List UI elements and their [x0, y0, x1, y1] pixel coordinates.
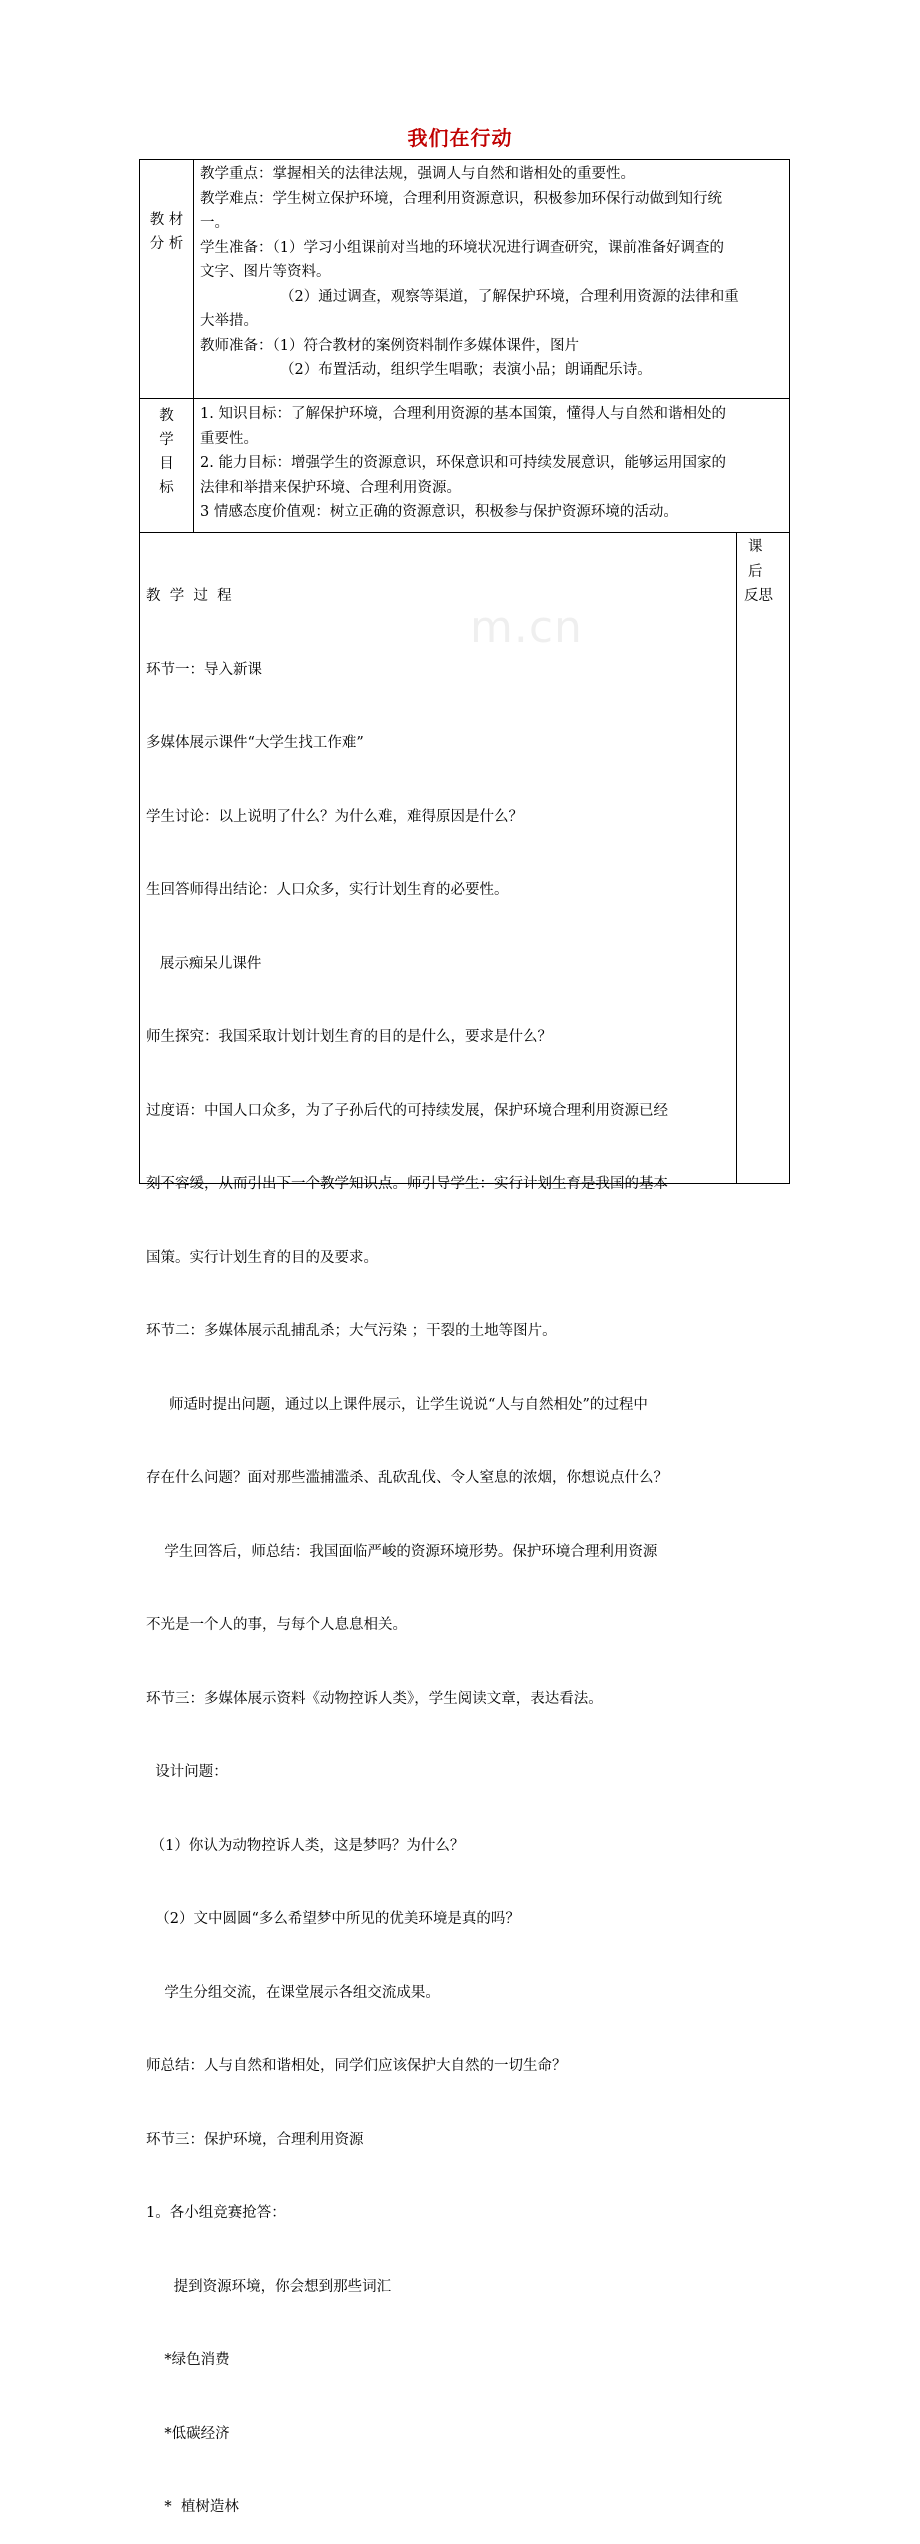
text-line: 学生分组交流，在课堂展示各组交流成果。: [146, 1984, 440, 2001]
text-line: 教学重点：掌握相关的法律法规，强调人与自然和谐相处的重要性。: [200, 166, 635, 182]
text-line: 法律和举措来保护环境、合理利用资源。: [200, 479, 461, 496]
text-line: 多媒体展示课件“大学生找工作难”: [146, 735, 364, 751]
text-line: 刻不容缓，从而引出下一个教学知识点。师引导学生：实行计划生育是我国的基本: [146, 1176, 668, 1192]
materials-analysis-content: [200, 162, 786, 383]
text-line: 环节三：多媒体展示资料《动物控诉人类》，学生阅读文章，表达看法。: [146, 1690, 603, 1707]
text-line: 重要性。: [200, 430, 258, 447]
row-divider-2: [139, 532, 790, 533]
text-line: 环节二：多媒体展示乱捕乱杀；大气污染 ；干裂的土地等图片。: [146, 1323, 557, 1339]
section-label-line: 教 材: [149, 212, 184, 228]
text-line: 师总结：人与自然和谐相处，同学们应该保护大自然的一切生命？: [146, 2058, 567, 2074]
document-title: 我们在行动: [407, 126, 513, 150]
side-label-line: 反思: [744, 588, 773, 604]
section-label-line: 分 析: [149, 236, 184, 252]
text-line: * 植树造林: [146, 2499, 239, 2515]
section-label-char: 学: [159, 432, 174, 448]
section-label-goals: [140, 404, 193, 500]
after-class-reflection-label: [744, 535, 788, 609]
text-line: 提到资源环境，你会想到那些词汇: [146, 2278, 392, 2295]
text-line: 存在什么问题？面对那些滥捕滥杀、乱砍乱伐、令人窒息的浓烟，你想说点什么？: [146, 1470, 668, 1486]
label-column-divider: [193, 159, 194, 533]
text-line: 展示痴呆儿课件: [146, 955, 262, 972]
text-line: 过度语：中国人口众多，为了子孙后代的可持续发展，保护环境合理利用资源已经: [146, 1102, 668, 1119]
teaching-goals-content: [200, 402, 786, 525]
teaching-process-content: [146, 535, 734, 2544]
text-line: 设计问题：: [146, 1764, 228, 1780]
process-heading: 教 学 过 程: [146, 588, 232, 604]
watermark: m.cn: [470, 602, 583, 653]
text-line: （2）布置活动，组织学生唱歌；表演小品；朗诵配乐诗。: [280, 362, 652, 378]
text-line: 师生探究：我国采取计划计划生育的目的是什么，要求是什么？: [146, 1029, 552, 1045]
section-label-char: 教: [159, 408, 174, 424]
table-border-top: [139, 159, 790, 160]
side-column-divider: [736, 532, 737, 1184]
text-line: *低碳经济: [146, 2425, 230, 2442]
text-line: 不光是一个人的事，与每个人息息相关。: [146, 1617, 407, 1633]
text-line: 教学难点：学生树立保护环境，合理利用资源意识，积极参加环保行动做到知行统: [200, 190, 722, 207]
text-line: （1）你认为动物控诉人类，这是梦吗？为什么？: [146, 1837, 465, 1854]
side-label-line: 课: [748, 539, 763, 555]
text-line: 教师准备：（1）符合教材的案例资料制作多媒体课件，图片: [200, 337, 579, 354]
table-border-right: [789, 159, 790, 1184]
text-line: 2. 能力目标：增强学生的资源意识，环保意识和可持续发展意识，能够运用国家的: [200, 455, 726, 471]
table-border-left: [139, 159, 140, 1184]
section-label-char: 目: [159, 456, 174, 472]
text-line: 文字、图片等资料。: [200, 264, 331, 280]
text-line: 生回答师得出结论：人口众多，实行计划生育的必要性。: [146, 882, 509, 898]
text-line: （2）通过调查，观察等渠道，了解保护环境，合理利用资源的法律和重: [280, 288, 739, 305]
section-label-materials: [140, 208, 193, 256]
text-line: 3 情感态度价值观：树立正确的资源意识，积极参与保护资源环境的活动。: [200, 504, 678, 520]
text-line: 1. 知识目标：了解保护环境，合理利用资源的基本国策，懂得人与自然和谐相处的: [200, 406, 726, 422]
text-line: 环节一：导入新课: [146, 661, 262, 678]
side-label-line: 后: [748, 563, 763, 580]
text-line: 国策。实行计划生育的目的及要求。: [146, 1249, 378, 1266]
text-line: 大举措。: [200, 313, 258, 329]
text-line: 一。: [200, 215, 229, 231]
section-label-char: 标: [159, 480, 174, 496]
text-line: *绿色消费: [146, 2352, 230, 2368]
text-line: 师适时提出问题，通过以上课件展示，让学生说说“人与自然相处”的过程中: [146, 1396, 648, 1413]
text-line: 学生讨论：以上说明了什么？为什么难，难得原因是什么？: [146, 808, 523, 825]
text-line: 环节三：保护环境，合理利用资源: [146, 2131, 364, 2148]
text-line: （2）文中圆圆“多么希望梦中所见的优美环境是真的吗？: [146, 1911, 520, 1927]
text-line: 学生回答后，师总结：我国面临严峻的资源环境形势。保护环境合理利用资源: [146, 1543, 658, 1560]
row-divider-1: [139, 398, 790, 399]
text-line: 1。各小组竞赛抢答：: [146, 2205, 286, 2221]
text-line: 学生准备：（1）学习小组课前对当地的环境状况进行调查研究，课前准备好调查的: [200, 239, 724, 256]
